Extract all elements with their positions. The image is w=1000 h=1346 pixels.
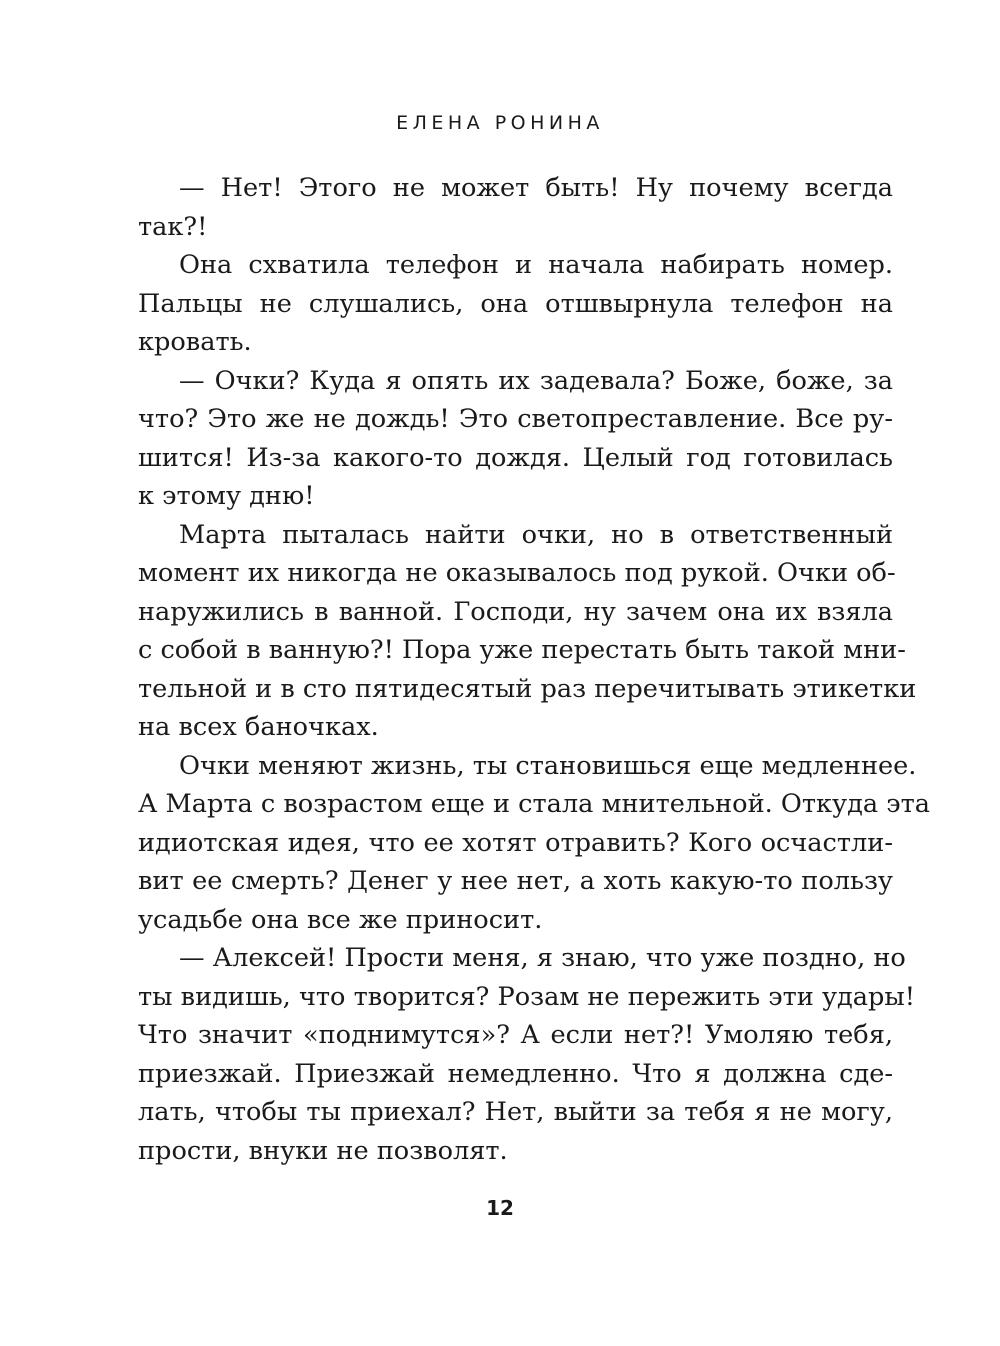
text-line: прости, внуки не позволят. <box>138 1135 508 1166</box>
paragraph <box>138 362 893 516</box>
text-line: на всех баночках. <box>138 712 379 742</box>
paragraph <box>138 939 916 1170</box>
text-line: идиотская идея, что ее хотят отравить? Кого осчастли- <box>138 827 893 858</box>
text-line: так?! <box>138 211 208 242</box>
text-line: момент их никогда не оказывалось под рукой. Очки об- <box>138 558 896 588</box>
text-line: — Нет! Этого не может быть! Ну почему всегда <box>179 173 893 203</box>
text-line: Очки меняют жизнь, ты становишься еще медленнее. <box>179 750 917 781</box>
text-line: вит ее смерть? Денег у нее нет, а хоть какую-то пользу <box>138 866 893 896</box>
text-line: Что значит «поднимутся»? А если нет?! Умоляю тебя, <box>138 1020 893 1050</box>
text-line: с собой в ванную?! Пора уже перестать быть такой мни- <box>138 635 906 665</box>
text-line: А Марта с возрастом еще и стала мнительной. Откуда эта <box>138 789 930 819</box>
paragraph <box>138 747 930 940</box>
text-line: тельной и в сто пятидесятый раз перечитывать этикетки <box>138 673 917 704</box>
text-line: приезжай. Приезжай немедленно. Что я должна сде- <box>138 1058 893 1089</box>
text-line: кровать. <box>138 327 252 357</box>
text-line: — Очки? Куда я опять их задевала? Боже, боже, за <box>179 365 893 396</box>
paragraph <box>138 516 917 747</box>
paragraph <box>138 246 893 362</box>
text-line: Она схватила телефон и начала набирать номер. <box>179 250 893 280</box>
text-line: усадьбе она все же приносит. <box>138 904 543 935</box>
text-line: — Алексей! Прости меня, я знаю, что уже поздно, но <box>179 943 906 973</box>
running-head: ЕЛЕНА РОНИНА <box>396 112 604 134</box>
text-line: наружились в ванной. Господи, ну зачем она их взяла <box>138 596 893 627</box>
text-line: лать, чтобы ты приехал? Нет, выйти за тебя я не могу, <box>138 1097 893 1127</box>
text-line: шится! Из-за какого-то дождя. Целый год готовилась <box>138 442 893 473</box>
text-line: ты видишь, что творится? Розам не пережить эти удары! <box>138 981 916 1012</box>
text-line: к этому дню! <box>138 481 315 511</box>
body-text <box>138 169 930 1170</box>
text-line: что? Это же не дождь! Это светопреставление. Все ру- <box>138 404 893 434</box>
paragraph <box>138 169 893 246</box>
text-line: Марта пыталась найти очки, но в ответственный <box>179 519 893 550</box>
text-line: Пальцы не слушались, она отшвырнула телефон на <box>138 288 893 319</box>
page-number: 12 <box>486 1196 514 1220</box>
